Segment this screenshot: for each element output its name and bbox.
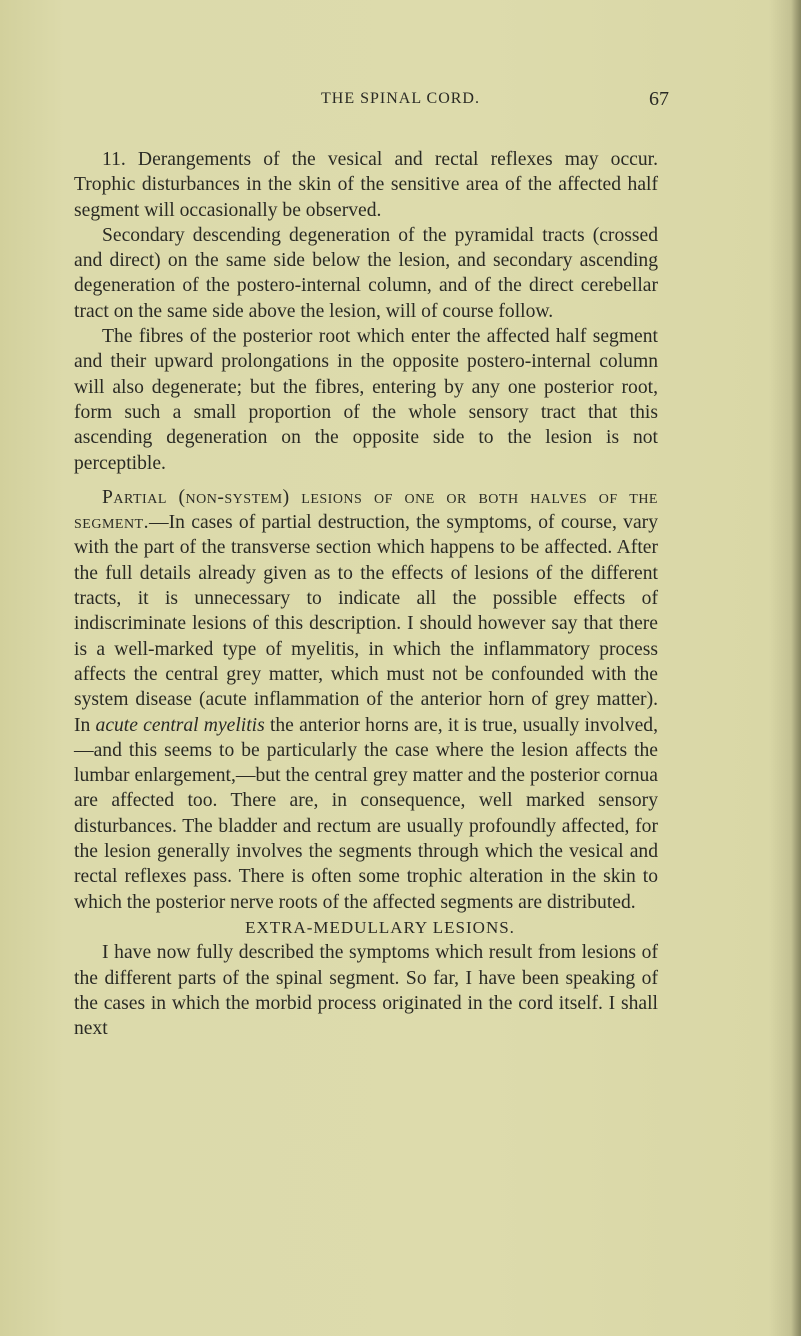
- paragraph-4-text-a: —In cases of partial destruction, the symptoms, of course, vary with the part of the transverse section which happens to be affected. After the full details already given as to the effects of lesions of the different tracts, it is unnecessary to indicate all the possible effects of indiscriminate lesions of this description. I should however say that there is a well-marked type of myelitis, in which the inflammatory process affects the central grey matter, which must not be confounded with the system disease (acute inflammation of the anterior horn of grey matter). In: [74, 512, 658, 736]
- paragraph-2: Secondary descending degeneration of the pyramidal tracts (crossed and direct) on the same side below the lesion, and secondary ascending degeneration of the postero-internal column, and of the direct cerebellar tract on the same side above the lesion, will of course follow.: [74, 224, 658, 322]
- page-number: 67: [649, 88, 669, 110]
- page-header: [0, 90, 801, 114]
- acute-central-myelitis-term: acute central myelitis: [95, 714, 265, 736]
- body-text: [74, 147, 658, 1041]
- paragraph-3: The fibres of the posterior root which enter the affected half segment and their upward prolongations in the opposite postero-internal column will also degenerate; but the fibres, entering by any one posterior root, form such a small proportion of the whole sensory tract that this ascending degeneration on the opposite side to the lesion is not perceptible.: [74, 326, 658, 474]
- paragraph-5: I have now fully described the symptoms which result from lesions of the different parts of the spinal segment. So far, I have been speaking of the cases in which the morbid process originated in the cord itself. I shall next: [74, 942, 658, 1040]
- paragraph-4: [74, 485, 658, 915]
- running-title: THE SPINAL CORD.: [321, 90, 480, 107]
- section-heading: EXTRA-MEDULLARY LESIONS.: [245, 917, 515, 937]
- paragraph-1: 11. Derangements of the vesical and rectal reflexes may occur. Trophic disturbances in the skin of the sensitive area of the affected half segment will occasionally be observed.: [74, 149, 658, 221]
- page-edge-shadow: [791, 0, 801, 1336]
- paragraph-4-text-b: the anterior horns are, it is true, usually involved,—and this seems to be particularly the case where the lesion affects the lumbar enlargement,—but the central grey matter and the posterior cornua are affected too. There are, in consequence, well marked sensory disturbances. The bladder and rectum are usually profoundly affected, for the lesion generally involves the segments through which the vesical and rectal reflexes pass. There is often some trophic alteration in the skin to which the posterior nerve roots of the affected segments are distributed.: [74, 714, 658, 913]
- partial-lesions-heading: Partial (non-system) lesions of one or both halves of the segment.: [74, 486, 658, 534]
